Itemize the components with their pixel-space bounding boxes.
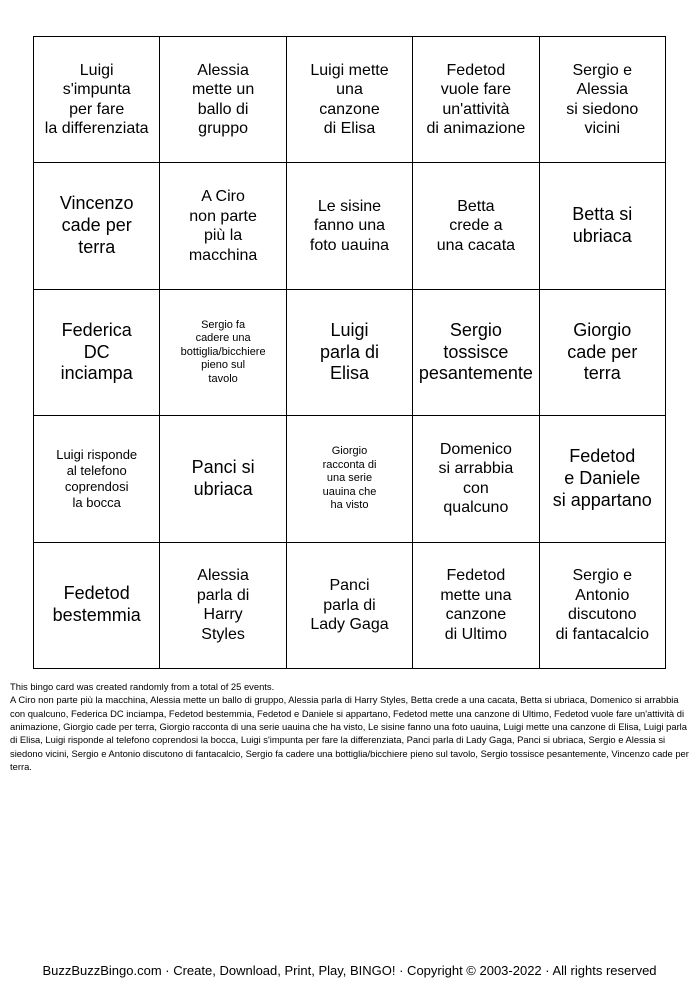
bingo-cell: A Ciro non parte più la macchina — [160, 163, 286, 289]
info-line: This bingo card was created randomly from a total of 25 events. — [10, 681, 275, 692]
bingo-cell: Domenico si arrabbia con qualcuno — [413, 416, 539, 542]
bingo-cell: Sergio fa cadere una bottiglia/bicchiere pieno sul tavolo — [160, 290, 286, 416]
events-list: A Ciro non parte più la macchina, Alessia mette un ballo di gruppo, Alessia parla di Harry Styles, Betta crede a una cacata, Betta si ubriaca, Domenico si arrabbia con qualcuno, Federica DC inciampa, Fedetod bestemmia, Fedetod e Daniele si appartano, Fedetod mette una canzone di Ultimo, Fedetod vuole fare un'attività di animazione, Giorgio cade per terra, Giorgio racconta di una serie uauina che ha visto, Le sisine fanno una foto uauina, Luigi mette una canzone di Elisa, Luigi parla di Elisa, Luigi risponde al telefono coprendosi la bocca, Luigi s'impunta per fare la differenziata, Panci parla di Lady Gaga, Panci si ubriaca, Sergio e Alessia si siedono vicini, Sergio e Antonio discutono di fantacalcio, Sergio fa cadere una bottiglia/bicchiere pieno sul tavolo, Sergio tossisce pesantemente, Vincenzo cade per terra. — [10, 694, 689, 773]
bingo-cell: Panci si ubriaca — [160, 416, 286, 542]
bingo-cell: Le sisine fanno una foto uauina — [287, 163, 413, 289]
bingo-cell: Panci parla di Lady Gaga — [287, 543, 413, 669]
bingo-cell: Sergio e Alessia si siedono vicini — [540, 37, 666, 163]
bingo-cell: Sergio tossisce pesantemente — [413, 290, 539, 416]
bingo-cell: Betta si ubriaca — [540, 163, 666, 289]
bingo-cell: Fedetod mette una canzone di Ultimo — [413, 543, 539, 669]
bingo-cell: Luigi parla di Elisa — [287, 290, 413, 416]
bingo-grid — [33, 36, 666, 669]
bingo-cell: Fedetod vuole fare un'attività di animazione — [413, 37, 539, 163]
bingo-cell: Luigi mette una canzone di Elisa — [287, 37, 413, 163]
bingo-cell: Fedetod e Daniele si appartano — [540, 416, 666, 542]
bingo-cell: Sergio e Antonio discutono di fantacalcio — [540, 543, 666, 669]
bingo-cell: Alessia mette un ballo di gruppo — [160, 37, 286, 163]
bingo-cell: Giorgio cade per terra — [540, 290, 666, 416]
bingo-cell: Federica DC inciampa — [34, 290, 160, 416]
bingo-cell: Betta crede a una cacata — [413, 163, 539, 289]
bingo-cell: Alessia parla di Harry Styles — [160, 543, 286, 669]
bingo-cell: Giorgio racconta di una serie uauina che ha visto — [287, 416, 413, 542]
bingo-cell: Vincenzo cade per terra — [34, 163, 160, 289]
footer-copyright: BuzzBuzzBingo.com · Create, Download, Print, Play, BINGO! · Copyright © 2003-2022 · All rights reserved — [42, 963, 657, 978]
bingo-cell: Fedetod bestemmia — [34, 543, 160, 669]
bingo-cell: Luigi s'impunta per fare la differenziata — [34, 37, 160, 163]
bingo-cell: Luigi risponde al telefono coprendosi la bocca — [34, 416, 160, 542]
card-info — [10, 680, 690, 773]
